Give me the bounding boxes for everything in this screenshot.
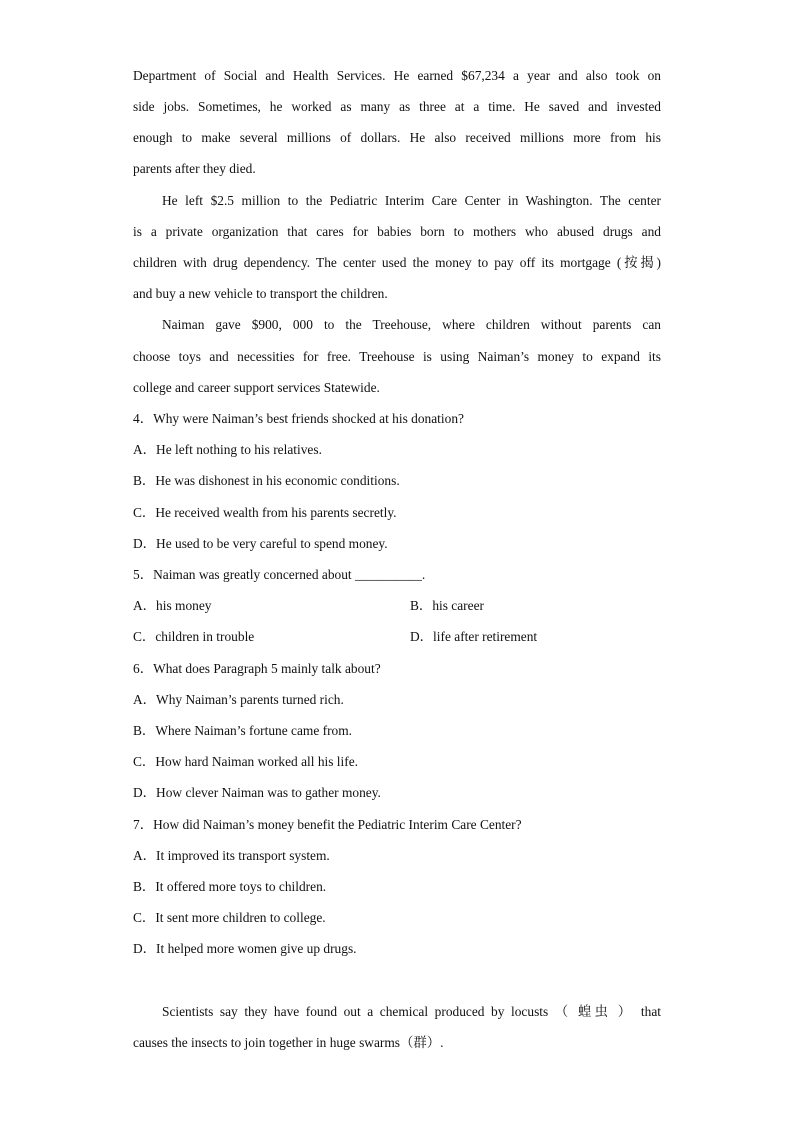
passage-line: side jobs. Sometimes, he worked as many as three at a time. He saved and invested bbox=[133, 99, 661, 114]
answer-option: D．How clever Naiman was to gather money. bbox=[133, 785, 381, 800]
answer-option: A．It improved its transport system. bbox=[133, 848, 330, 863]
answer-option: C．It sent more children to college. bbox=[133, 910, 326, 925]
answer-option: C．How hard Naiman worked all his life. bbox=[133, 754, 358, 769]
passage-line: causes the insects to join together in huge swarms（群）. bbox=[133, 1035, 444, 1050]
passage-line: college and career support services Statewide. bbox=[133, 380, 380, 395]
answer-option: A．He left nothing to his relatives. bbox=[133, 442, 322, 457]
question-stem: 4．Why were Naiman’s best friends shocked at his donation? bbox=[133, 411, 464, 426]
passage-line: and buy a new vehicle to transport the children. bbox=[133, 286, 388, 301]
answer-option: D．It helped more women give up drugs. bbox=[133, 941, 357, 956]
passage-line: is a private organization that cares for babies born to mothers who abused drugs and bbox=[133, 224, 661, 239]
passage-line: Naiman gave $900, 000 to the Treehouse, where children without parents can bbox=[162, 317, 661, 332]
answer-option: C．children in trouble bbox=[133, 629, 255, 644]
question-stem: 5．Naiman was greatly concerned about __________. bbox=[133, 567, 426, 582]
passage-line: Department of Social and Health Services. He earned $67,234 a year and also took on bbox=[133, 68, 661, 83]
answer-option: B．his career bbox=[410, 598, 484, 613]
answer-option: C．He received wealth from his parents secretly. bbox=[133, 505, 397, 520]
passage-line: parents after they died. bbox=[133, 161, 256, 176]
question-stem: 7．How did Naiman’s money benefit the Pediatric Interim Care Center? bbox=[133, 817, 522, 832]
answer-option: A．his money bbox=[133, 598, 212, 613]
passage-line: choose toys and necessities for free. Treehouse is using Naiman’s money to expand its bbox=[133, 349, 661, 364]
passage-line: He left $2.5 million to the Pediatric Interim Care Center in Washington. The center bbox=[162, 193, 661, 208]
passage-line: enough to make several millions of dollars. He also received millions more from his bbox=[133, 130, 661, 145]
question-stem: 6．What does Paragraph 5 mainly talk about? bbox=[133, 661, 381, 676]
answer-option: B．Where Naiman’s fortune came from. bbox=[133, 723, 353, 738]
answer-option: B．It offered more toys to children. bbox=[133, 879, 327, 894]
answer-option: B．He was dishonest in his economic conditions. bbox=[133, 473, 400, 488]
answer-option: D．life after retirement bbox=[410, 629, 538, 644]
answer-option: D．He used to be very careful to spend money. bbox=[133, 536, 388, 551]
answer-option: A．Why Naiman’s parents turned rich. bbox=[133, 692, 344, 707]
passage-line: children with drug dependency. The center used the money to pay off its mortgage (按揭) bbox=[133, 255, 661, 270]
passage-line: Scientists say they have found out a chemical produced by locusts （ 蝗虫 ） that bbox=[162, 1004, 661, 1019]
